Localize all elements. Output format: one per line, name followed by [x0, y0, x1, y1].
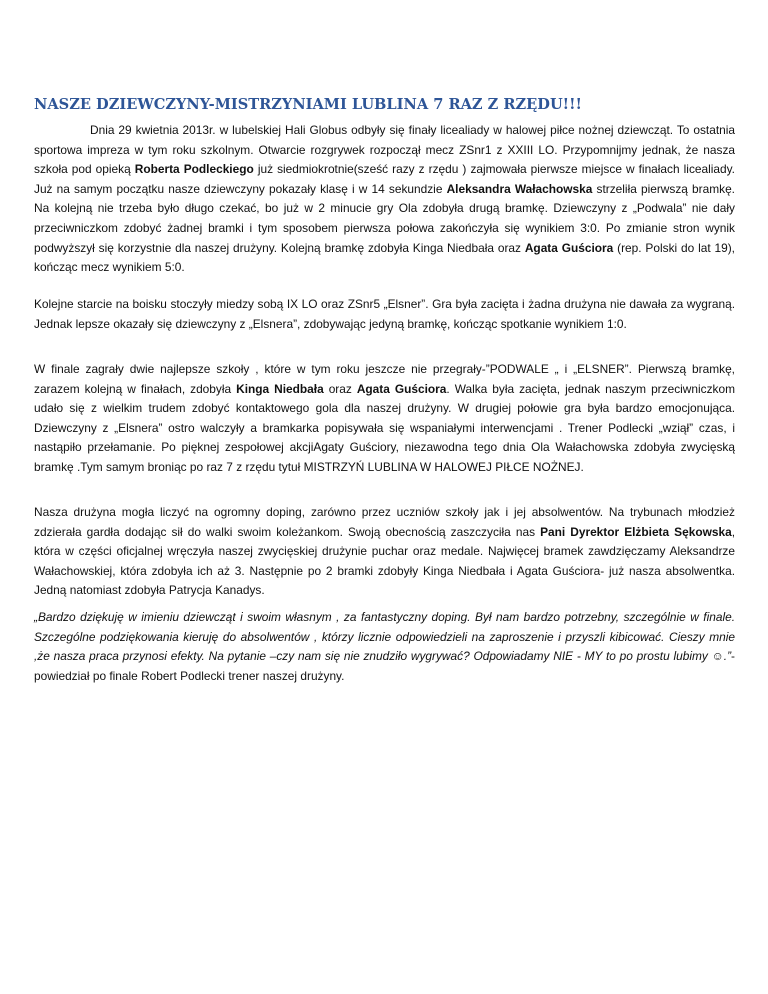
p1-text-4: (rep. Polski do lat 19), kończąc mecz wynikiem 5:0. — [34, 240, 735, 275]
p2-text-1: Kolejne starcie na boisku stoczyły miedzy sobą IX LO oraz ZSnr5 „Elsner”. Gra była zacięta i żadna drużyna nie dawała za wygraną. Jednak lepsze okazały się dziewczyny z „Elsnera”, zdobywając jedyną bramkę, kończąc spotkanie wynikiem 1:0. — [34, 297, 735, 331]
name-robert-podlecki: Roberta Podleckiego — [134, 162, 254, 177]
name-aleksandra-walachowska: Aleksandra Wałachowska — [446, 181, 593, 196]
quote-attribution: -powiedział po finale Robert Podlecki trener naszej drużyny. — [34, 649, 735, 683]
p1-text-1: Dnia 29 kwietnia 2013r. w lubelskiej Hali Globus odbyły się finały licealiady w halowej piłce nożnej dziewcząt. To ostatnia sportowa impreza w tym roku szkolnym. Otwarcie rozgrywek rozpoczął mecz ZSnr1 z XXIII LO. Przypomnijmy jednak, że nasza szkoła pod opieką — [34, 123, 735, 177]
paragraph-2 — [34, 295, 735, 334]
p3-text-2: oraz — [323, 381, 357, 396]
p4-text-2: , która w części oficjalnej wręczyła naszej zwycięskiej drużynie puchar oraz medale. Najwięcej bramek zawdzięczamy Aleksandrze Wałachowskiej, która zdobyła ich aż 3. Następnie po 2 bramki zdobyły Kinga Niedbała i Agata Guściora- już nasza absolwentka. Jedną natomiast zdobyła Patrycja Kanadys. — [34, 524, 735, 598]
name-kinga-niedbala: Kinga Niedbała — [236, 381, 324, 396]
name-agata-gusciora-2: Agata Guściora — [356, 381, 447, 396]
paragraph-3 — [34, 360, 735, 478]
article-title: NASZE DZIEWCZYNY-MISTRZYNIAMI LUBLINA 7 RAZ Z RZĘDU!!! — [34, 96, 582, 113]
name-elzbieta-sekowska: Pani Dyrektor Elżbieta Sękowska — [540, 524, 732, 539]
p3-text-3: . Walka była zacięta, jednak naszym przeciwniczkom udało się z wielkim trudem zdobyć kontaktowego gola dla naszej drużyny. W drugiej połowie gra była bardzo emocjonująca. Dziewczyny z „Elsnera” ostro walczyły a bramkarka popisywała się wspaniałymi interwencjami . Trener Podlecki „wziął” czas, i nastąpiło przełamanie. Po pięknej zespołowej akcjiAgaty Guściory, niezawodna tego dnia Ola Wałachowska zdobyła zwycięską bramkę .Tym samym broniąc po raz 7 z rzędu tytuł MISTRZYŃ LUBLINA W HALOWEJ PIŁCE NOŻNEJ. — [34, 381, 735, 474]
paragraph-5-quote — [34, 608, 735, 686]
p4-text-1: Nasza drużyna mogła liczyć na ogromny doping, zarówno przez uczniów szkoły jak i jej absolwentów. Na trybunach młodzież zdzierała gardła dodając sił do walki swoim koleżankom. Swoją obecnością zaszczyciła nas — [34, 505, 735, 539]
p1-text-2: już siedmiokrotnie(sześć razy z rzędu ) zajmowała pierwsze miejsce w finałach licealiady. Już na samym początku nasze dziewczyny pokazały klasę i w 14 sekundzie — [34, 162, 735, 196]
p1-text-3: strzeliła pierwszą bramkę. Na kolejną nie trzeba było długo czekać, bo już w 2 minucie gry Ola zdobyła drugą bramkę. Dziewczyny z „Podwala” nie dały przeciwniczkom zdobyć żadnej bramki i tym sposobem pierwsza połowa zakończyła się wynikiem 3:0. Po zmianie stron wynik podwyższył się korzystnie dla naszej drużyny. Kolejną bramkę zdobyła Kinga Niedbała oraz — [34, 181, 735, 255]
paragraph-4 — [34, 503, 735, 601]
paragraph-1 — [34, 121, 735, 278]
name-agata-gusciora: Agata Guściora — [524, 240, 614, 255]
p3-text-1: W finale zagrały dwie najlepsze szkoły , które w tym roku jeszcze nie przegrały-”PODWALE „ i „ELSNER”. Pierwszą bramkę, zarazem kolejną w finałach, zdobyła — [34, 362, 735, 396]
coach-quote: „Bardzo dziękuję w imieniu dziewcząt i swoim własnym , za fantastyczny doping. Był nam bardzo potrzebny, szczególnie w finale. Szczególne podziękowania kieruję do absolwentów , którzy licznie odpowiedzieli na zaproszenie i przyszli kibicować. Cieszy mnie ,że nasza praca przynosi efekty. Na pytanie –czy nam się nie znudziło wygrywać? Odpowiadamy NIE - MY to po prostu lubimy ☺.” — [34, 610, 735, 664]
